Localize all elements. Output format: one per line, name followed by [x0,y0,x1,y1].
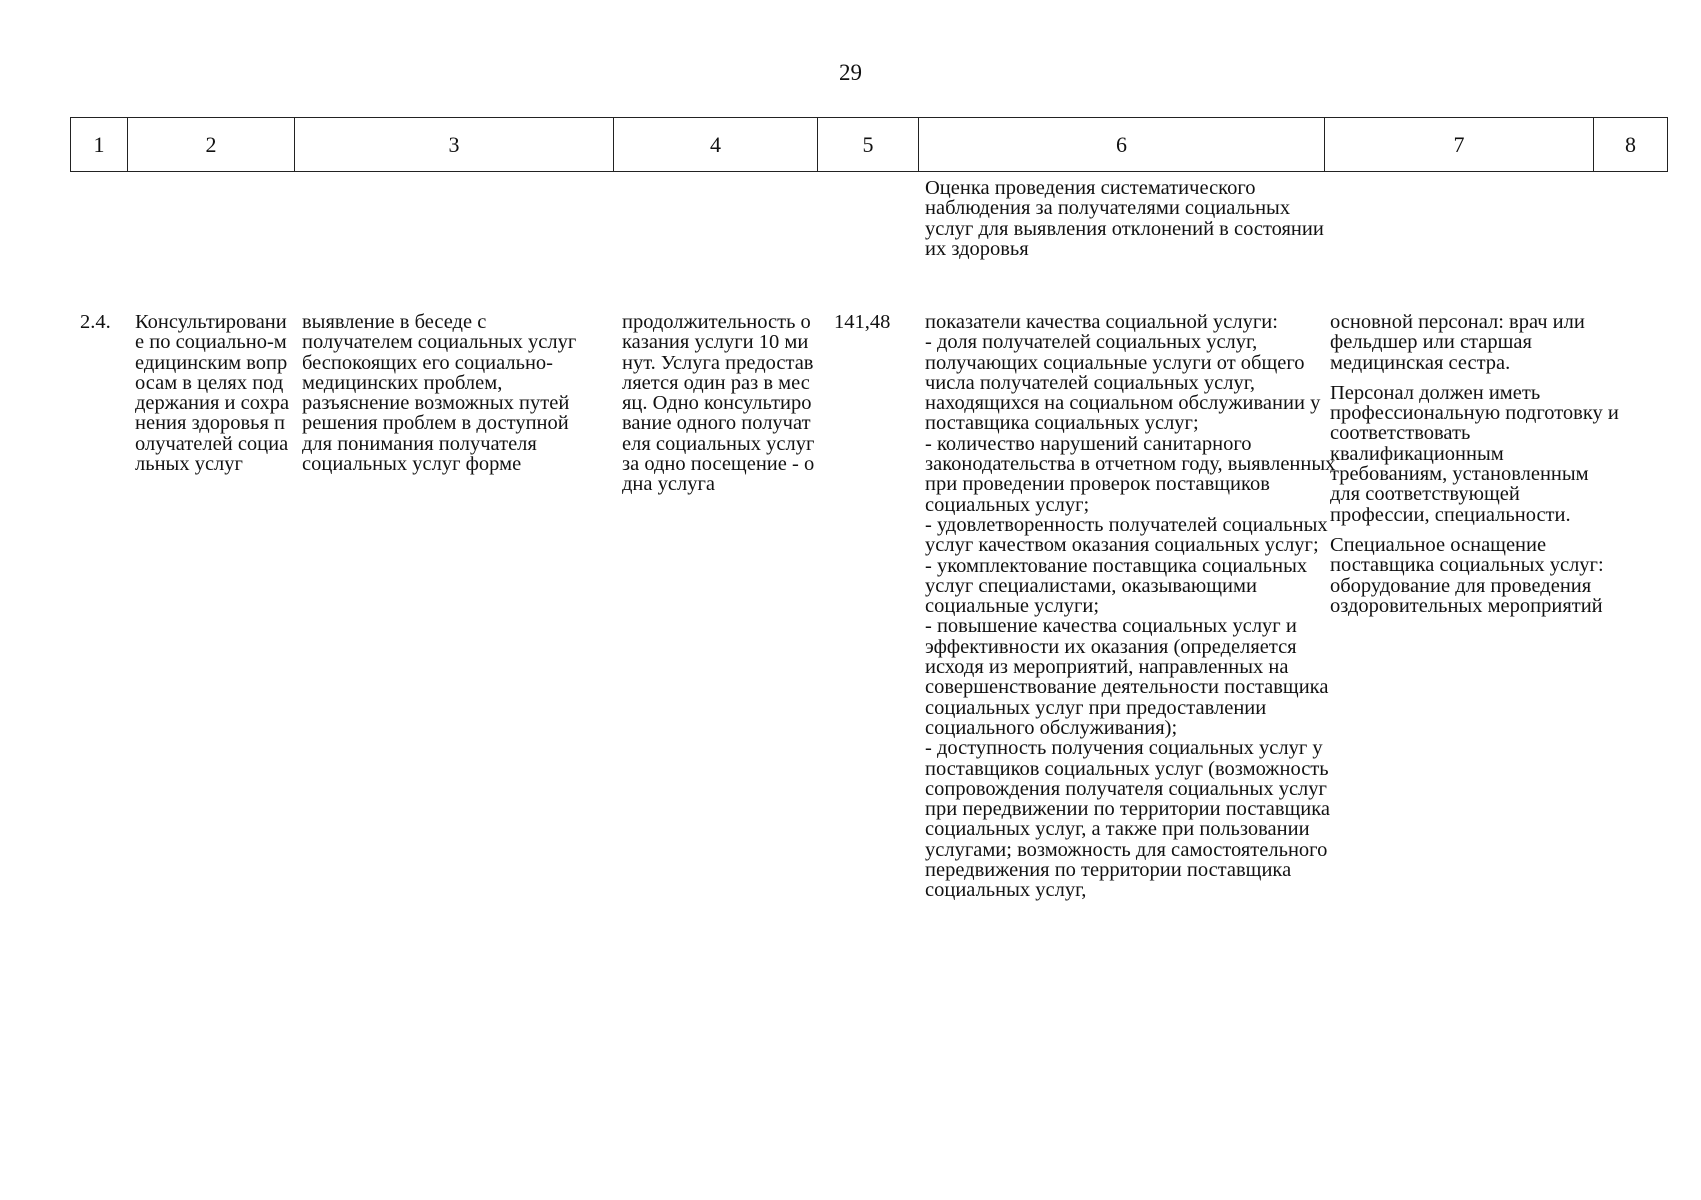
staff-paragraph: основной персонал: врач или фельдшер или старшая медицинская сестра. [1330,311,1585,374]
quality-item: - удовлетворенность получателей социальных услуг качеством оказания социальных услуг; [925,513,1328,557]
quality-item: - количество нарушений санитарного законодательства в отчетном году, выявленных при проведении проверок поставщиков социальных услуг; [925,432,1336,516]
header-cell-7: 7 [1325,118,1594,172]
service-tariff: 141,48 [834,311,891,333]
service-conditions [1330,312,1620,626]
header-cell-2: 2 [128,118,295,172]
header-cell-8: 8 [1594,118,1668,172]
equipment-paragraph: Специальное оснащение поставщика социальных услуг: оборудование для проведения оздоровительных мероприятий [1330,533,1604,617]
header-cell-6: 6 [919,118,1325,172]
header-cell-3: 3 [295,118,614,172]
service-name: Консультирование по социально-медицинским вопросам в целях поддержания и сохранения здоровья получателей социальных услуг [135,311,290,476]
service-description: выявление в беседе с получателем социальных услуг беспокоящих его социально-медицинских проблем, разъяснение возможных путей решения проблем в доступной для понимания получателя социальных услуг форме [302,311,577,476]
quality-item: - доля получателей социальных услуг, получающих социальные услуги от общего числа получателей социальных услуг, находящихся на социальном обслуживании у поставщика социальных услуг; [925,331,1321,435]
quality-indicators [925,312,1337,901]
row-number: 2.4. [80,311,111,333]
header-row [71,118,1668,172]
continuation-text: Оценка проведения систематического наблюдения за получателями социальных услуг для выявления отклонений в состоянии их здоровья [925,177,1324,260]
column-header-table [70,117,1668,172]
quality-item: - повышение качества социальных услуг и эффективности их оказания (определяется исходя из мероприятий, направленных на совершенствование деятельности поставщика социальных услуг при предоставлении социального обслуживания); [925,615,1329,739]
service-term: продолжительность оказания услуги 10 минут. Услуга предоставляется один раз в месяц. Одно консультирование одного получателя социальных услуг за одно посещение - одна услуга [622,311,815,496]
quality-heading: показатели качества социальной услуги: [925,311,1278,333]
quality-item: - доступность получения социальных услуг у поставщиков социальных услуг (возможность сопровождения получателя социальных услуг при передвижении по территории поставщика социальных услуг, а также при пользовании услугами; возможность для самостоятельного передвижения по территории поставщика социальных услуг, [925,737,1331,902]
page-number: 29 [839,60,862,85]
quality-item: - укомплектование поставщика социальных услуг специалистами, оказывающими социальные услуги; [925,554,1308,618]
header-cell-4: 4 [614,118,818,172]
header-cell-1: 1 [71,118,128,172]
header-cell-5: 5 [818,118,919,172]
qualification-paragraph: Персонал должен иметь профессиональную подготовку и соответствовать квалификационным требованиям, установленным для соответствующей профессии, специальности. [1330,381,1619,526]
